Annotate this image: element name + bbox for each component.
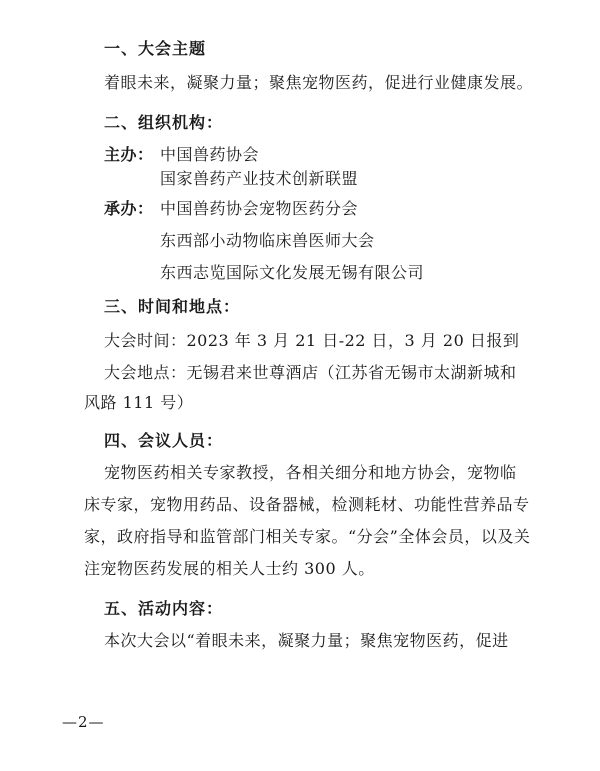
host-item: 国家兽药产业技术创新联盟	[160, 169, 359, 188]
section-theme-body: 着眼未来，凝聚力量；聚焦宠物医药，促进行业健康发展。	[104, 73, 534, 92]
organizer-item: 东西志览国际文化发展无锡有限公司	[160, 263, 425, 282]
section-organization-title: 二、组织机构：	[104, 113, 224, 132]
meeting-place-line: 风路 111 号）	[84, 393, 194, 412]
meeting-time: 大会时间：2023 年 3 月 21 日-22 日，3 月 20 日报到	[104, 331, 520, 350]
organizer-item: 东西部小动物临床兽医师大会	[160, 231, 375, 250]
attendees-line: 家，政府指导和监管部门相关专家。“分会”全体会员，以及关	[84, 527, 531, 546]
activities-body: 本次大会以“着眼未来，凝聚力量；聚焦宠物医药，促进	[104, 631, 509, 650]
section-attendees-title: 四、会议人员：	[104, 431, 224, 450]
section-theme-title: 一、大会主题	[104, 39, 207, 58]
organizer-label: 承办：	[104, 199, 154, 218]
attendees-line: 注宠物医药发展的相关人士约 300 人。	[84, 559, 375, 578]
host-item: 中国兽药协会	[160, 145, 260, 164]
section-time-place-title: 三、时间和地点：	[104, 297, 241, 316]
attendees-line: 宠物医药相关专家教授，各相关细分和地方协会，宠物临	[104, 463, 517, 482]
organizer-item: 中国兽药协会宠物医药分会	[160, 199, 359, 218]
host-label: 主办：	[104, 145, 154, 164]
page-number: —2—	[62, 713, 105, 731]
meeting-place-line: 大会地点：无锡君来世尊酒店（江苏省无锡市太湖新城和	[104, 363, 517, 382]
attendees-line: 床专家，宠物用药品、设备器械，检测耗材、功能性营养品专	[84, 495, 530, 514]
section-activities-title: 五、活动内容：	[104, 599, 224, 618]
